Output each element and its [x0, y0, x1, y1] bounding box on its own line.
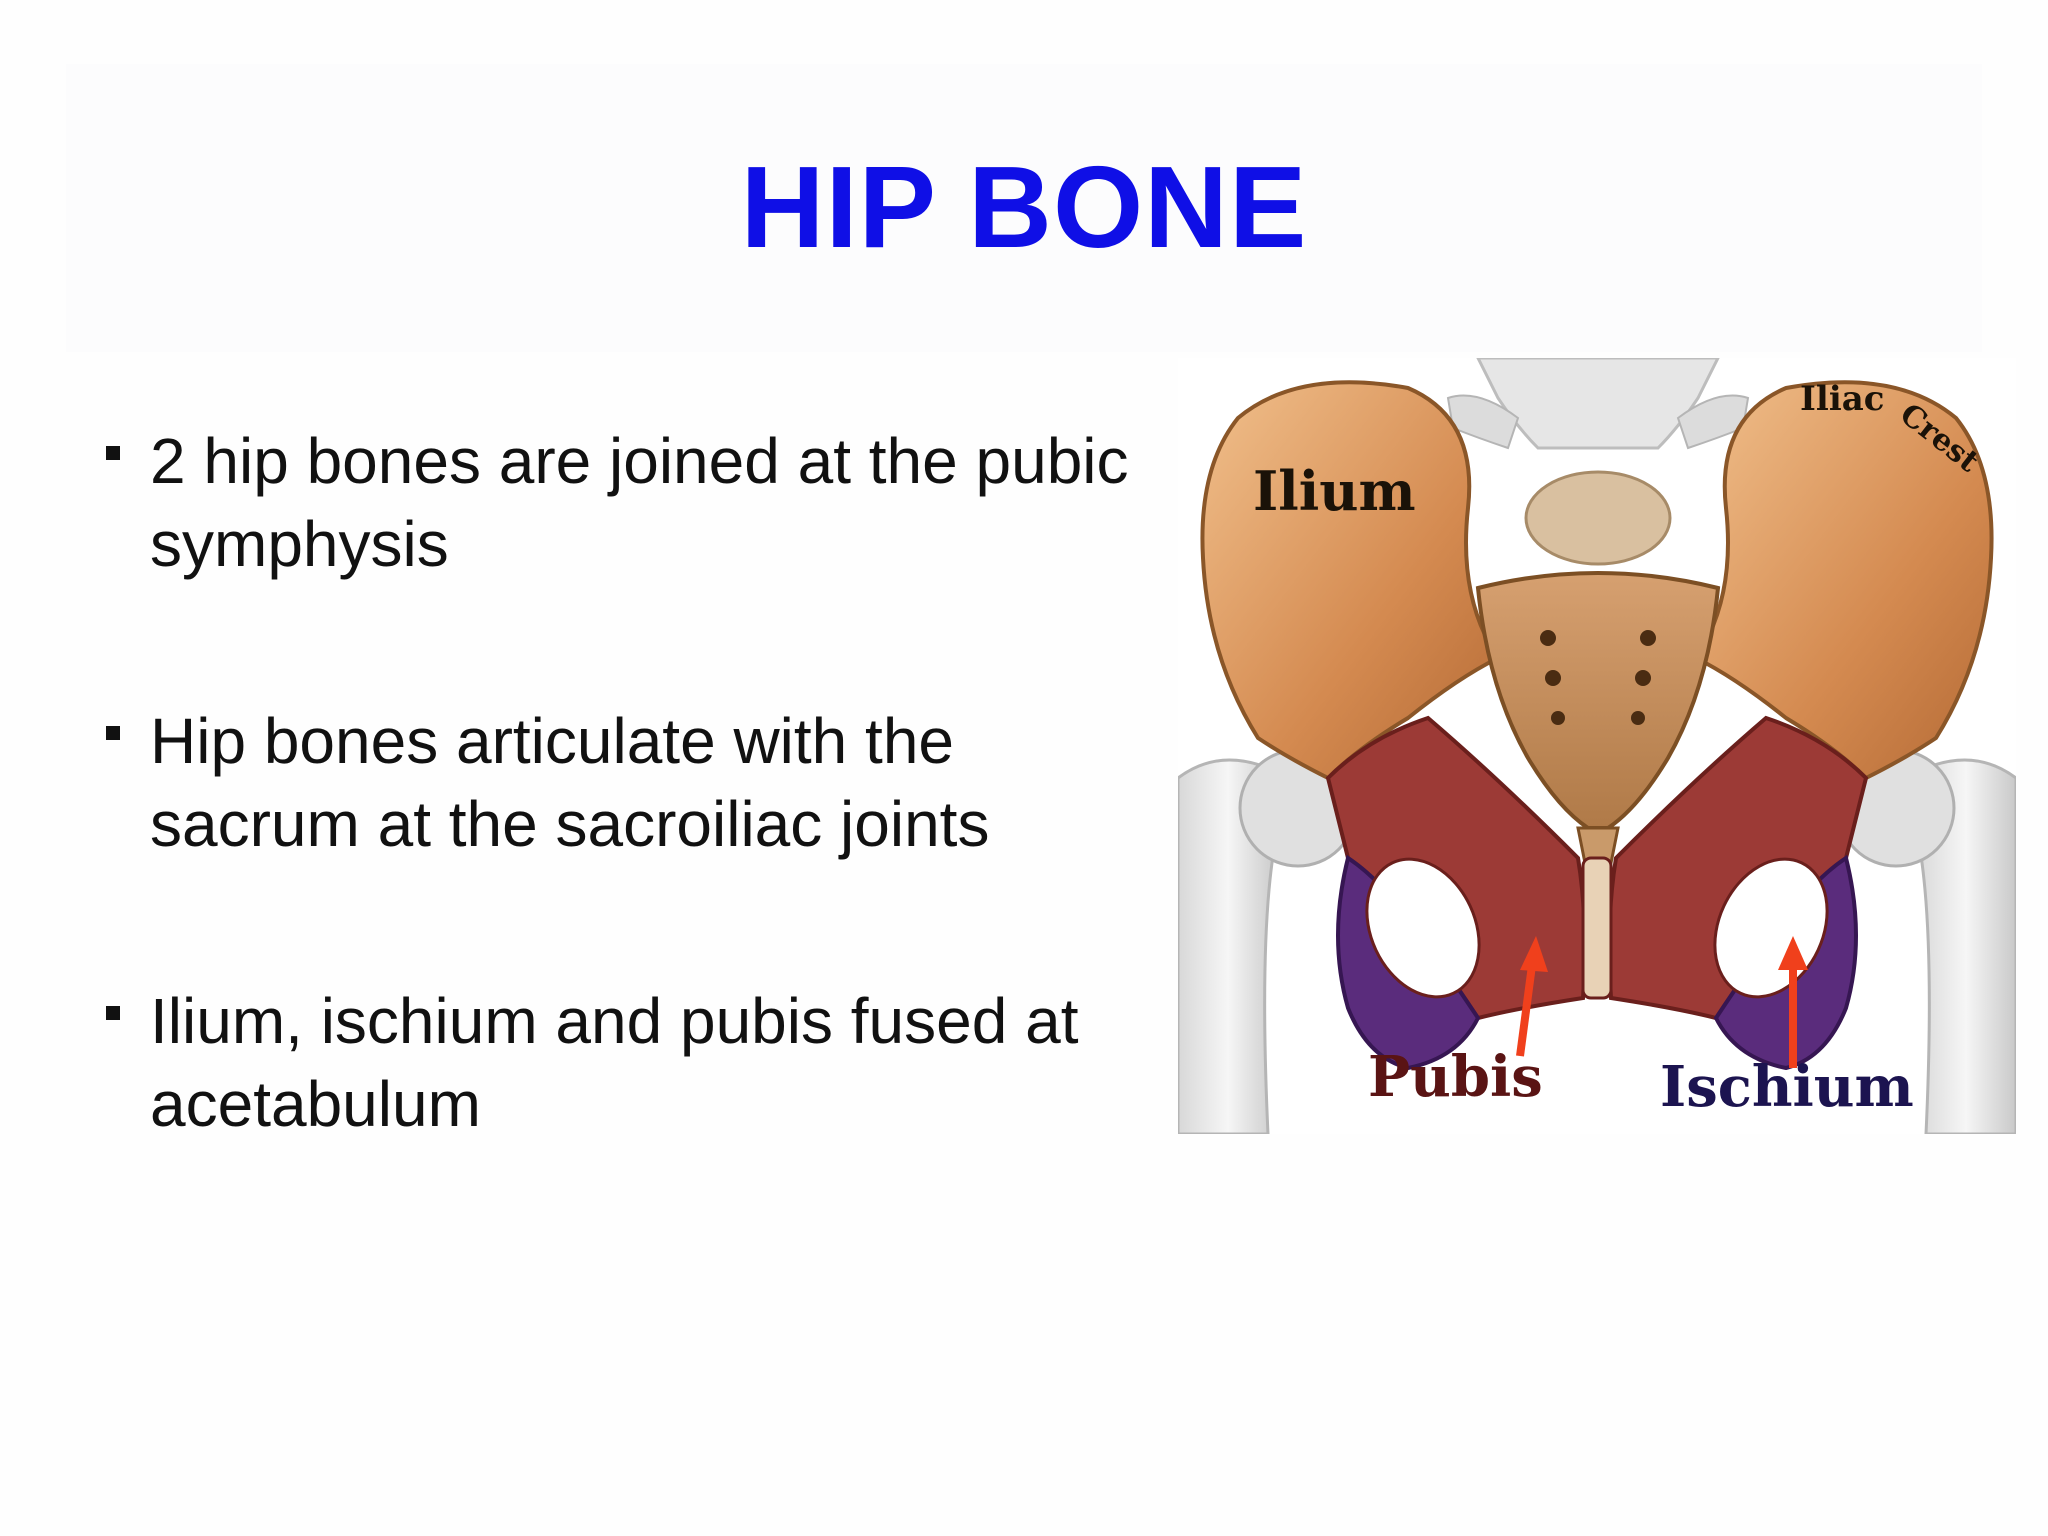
- vertebra: [1448, 358, 1748, 564]
- bullet-text: 2 hip bones are joined at the pubic symphysis: [150, 425, 1129, 580]
- bullet-item: [100, 980, 1180, 1146]
- bullet-item: [100, 420, 1180, 586]
- ilium-left: [1202, 382, 1498, 778]
- label-ischium: Ischium: [1660, 1054, 1914, 1120]
- slide-title: HIP BONE: [740, 142, 1308, 272]
- bullet-square-icon: [106, 446, 120, 460]
- label-iliac: Iliac: [1800, 379, 1885, 419]
- pubic-symphysis: [1583, 858, 1611, 998]
- pelvis-illustration: [1178, 358, 2016, 1134]
- title-box: [66, 64, 1982, 352]
- label-crest: Crest: [1893, 396, 1986, 480]
- sacrum: [1478, 573, 1718, 828]
- bullet-item: [100, 700, 1180, 866]
- label-pubis: Pubis: [1368, 1044, 1543, 1110]
- bullet-list: [100, 420, 1180, 1260]
- bullet-square-icon: [106, 1006, 120, 1020]
- bullet-text: Ilium, ischium and pubis fused at acetabulum: [150, 985, 1079, 1140]
- bullet-square-icon: [106, 726, 120, 740]
- label-ilium: Ilium: [1253, 459, 1416, 523]
- bullet-text: Hip bones articulate with the sacrum at the sacroiliac joints: [150, 705, 990, 860]
- pelvis-svg: [1178, 358, 2016, 1134]
